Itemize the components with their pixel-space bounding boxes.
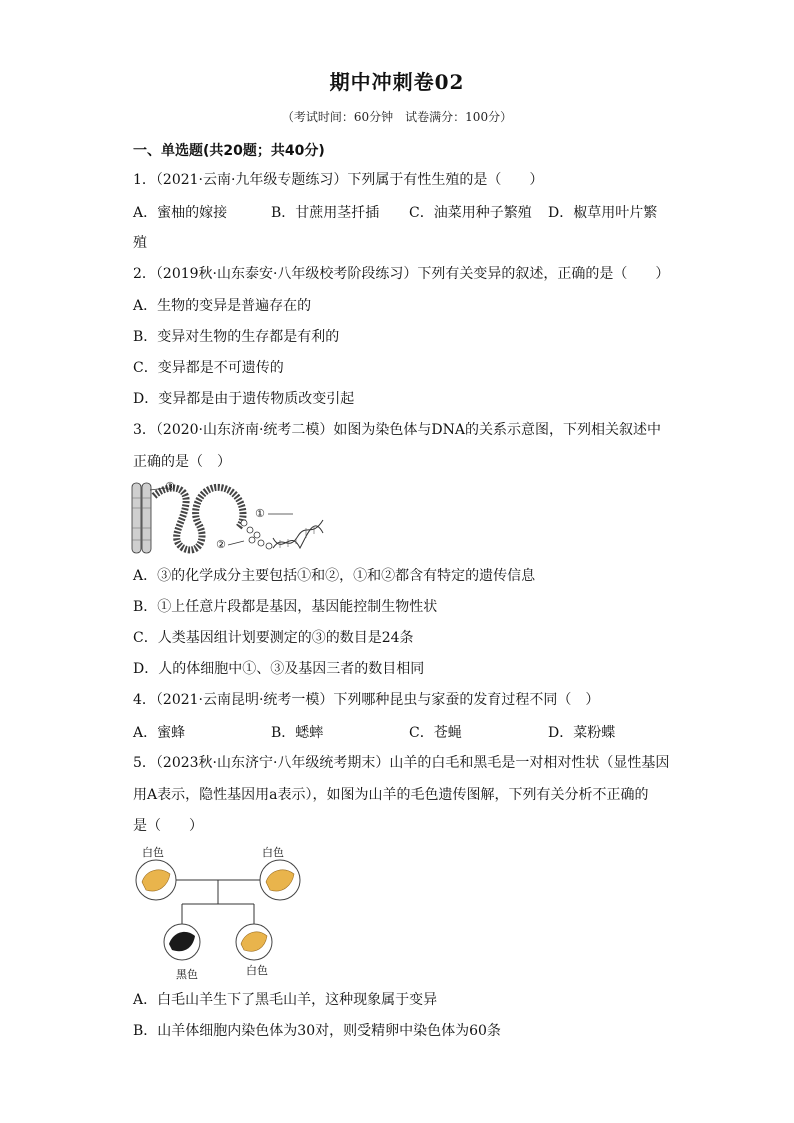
parent-1-label: 白色 <box>142 846 164 859</box>
option-a[interactable]: A．蜜蜂 <box>133 725 186 741</box>
option-b[interactable]: B．甘蔗用茎扦插 <box>271 205 380 221</box>
goat-inheritance-figure <box>132 842 312 982</box>
section-heading: 一、单选题(共20题；共40分) <box>133 143 325 159</box>
exam-info: （考试时间：60分钟 试卷满分：100分） <box>281 110 513 124</box>
chromosome-dna-diagram <box>128 478 328 558</box>
question-2-stem: 2．（2019秋·山东泰安·八年级校考阶段练习）下列有关变异的叙述，正确的是（ ） <box>133 266 670 282</box>
question-5-stem-cont: 用A表示，隐性基因用a表示），如图为山羊的毛色遗传图解，下列有关分析不正确的 <box>133 787 649 803</box>
goat-inheritance-diagram <box>132 842 312 982</box>
question-3-stem: 3．（2020·山东济南·统考二模）如图为染色体与DNA的关系示意图，下列相关叙述中 <box>133 422 662 438</box>
option-c[interactable]: C．苍蝇 <box>409 725 462 741</box>
option-b[interactable]: B．蟋蟀 <box>271 725 324 741</box>
question-4-stem: 4．（2021·云南昆明·统考一模）下列哪种昆虫与家蚕的发育过程不同（ ） <box>133 692 600 708</box>
chromosome-dna-figure <box>128 478 328 558</box>
question-4-options <box>133 722 653 742</box>
offspring-2-label: 白色 <box>246 964 268 977</box>
question-5-option-b[interactable]: B．山羊体细胞内染色体为30对，则受精卵中染色体为60条 <box>133 1023 501 1039</box>
question-2-option-d[interactable]: D．变异都是由于遗传物质改变引起 <box>133 391 355 407</box>
question-3-option-c[interactable]: C．人类基因组计划要测定的③的数目是24条 <box>133 630 414 646</box>
question-2-option-c[interactable]: C．变异都是不可遗传的 <box>133 360 284 376</box>
label-3: ③ <box>165 480 175 493</box>
question-5-stem-end: 是（ ） <box>133 818 203 834</box>
option-a[interactable]: A．蜜柚的嫁接 <box>133 205 228 221</box>
question-3-option-b[interactable]: B．①上任意片段都是基因，基因能控制生物性状 <box>133 599 438 615</box>
question-1-options <box>133 202 693 222</box>
option-d[interactable]: D．菜粉蝶 <box>548 725 616 741</box>
option-d-wrap: 殖 <box>133 235 147 251</box>
option-c[interactable]: C．油菜用种子繁殖 <box>409 205 532 221</box>
question-3-option-d[interactable]: D．人的体细胞中①、③及基因三者的数目相同 <box>133 661 425 677</box>
question-2-option-b[interactable]: B．变异对生物的生存都是有利的 <box>133 329 340 345</box>
question-1-stem: 1．（2021·云南·九年级专题练习）下列属于有性生殖的是（ ） <box>133 172 544 188</box>
label-1: ① <box>255 507 265 520</box>
label-2: ② <box>216 538 226 551</box>
question-5-stem: 5．（2023秋·山东济宁·八年级统考期末）山羊的白毛和黑毛是一对相对性状（显性基因 <box>133 755 670 771</box>
question-2-option-a[interactable]: A．生物的变异是普遍存在的 <box>133 298 312 314</box>
question-3-option-a[interactable]: A．③的化学成分主要包括①和②，①和②都含有特定的遗传信息 <box>133 568 536 584</box>
question-5-option-a[interactable]: A．白毛山羊生下了黑毛山羊，这种现象属于变异 <box>133 992 438 1008</box>
page-title: 期中冲刺卷02 <box>329 70 465 94</box>
option-d[interactable]: D．椒草用叶片繁 <box>548 205 658 221</box>
offspring-1-label: 黑色 <box>176 968 198 981</box>
question-3-stem-cont: 正确的是（ ） <box>133 454 231 470</box>
parent-2-label: 白色 <box>262 846 284 859</box>
